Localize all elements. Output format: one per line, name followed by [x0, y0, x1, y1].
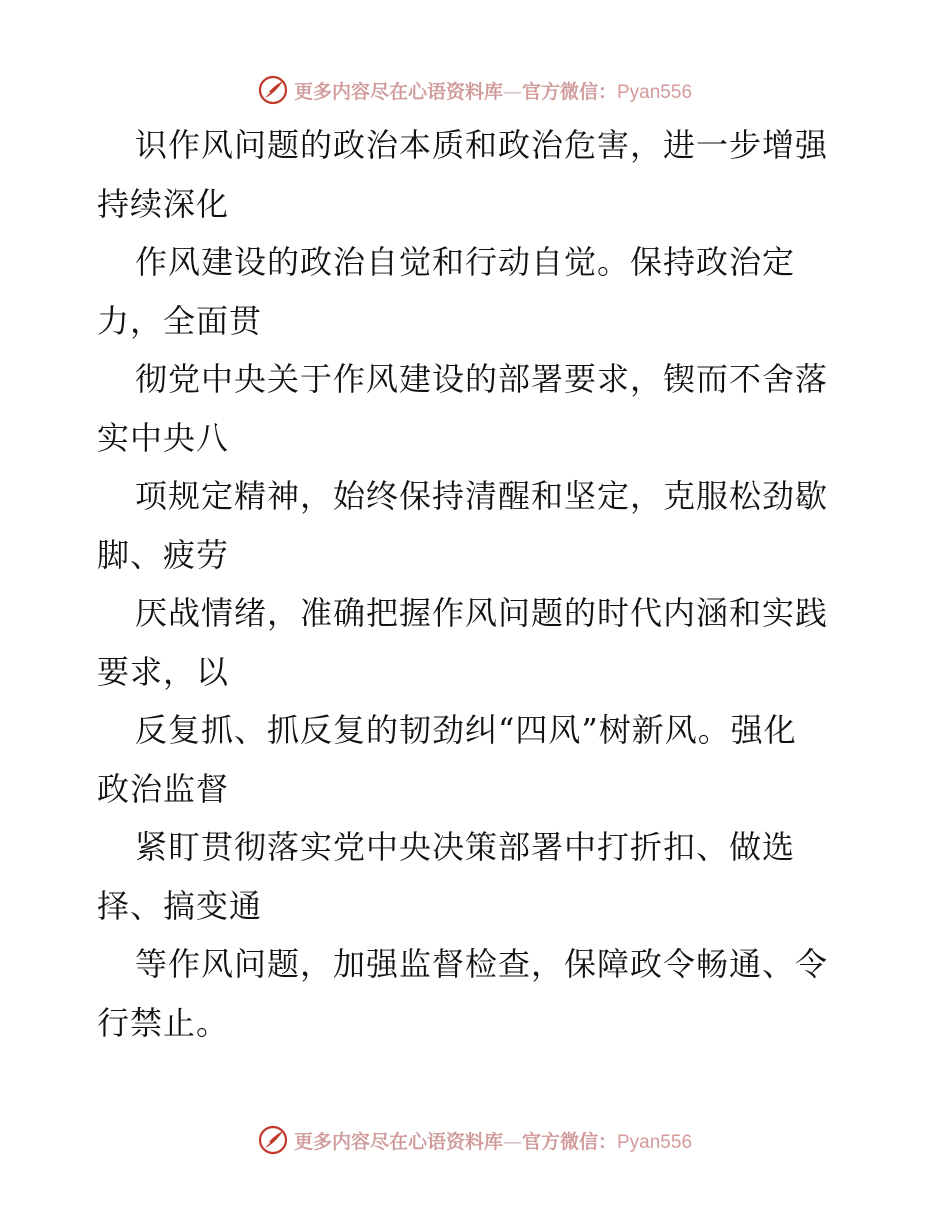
body-line: 实中央八 — [97, 418, 230, 457]
banner-wechat-id: Pyan556 — [617, 1131, 693, 1153]
quill-logo-icon — [258, 1125, 288, 1155]
banner-main-text: 更多内容尽在心语资料库 — [293, 80, 503, 103]
body-line: 政治监督 — [97, 769, 230, 808]
banner-official-text: 官方微信： — [521, 80, 617, 103]
footer-banner — [0, 1120, 950, 1160]
body-line: 行禁止。 — [97, 1003, 230, 1042]
body-line: 紧盯贯彻落实党中央决策部署中打折扣、做选 — [135, 828, 796, 866]
banner-dash: — — [502, 1130, 522, 1153]
body-line: 持续深化 — [97, 184, 230, 223]
quill-logo-icon — [258, 75, 288, 105]
body-line: 作风建设的政治自觉和行动自觉。保持政治定 — [135, 243, 796, 281]
banner-official-text: 官方微信： — [521, 1130, 617, 1153]
body-line: 厌战情绪，准确把握作风问题的时代内涵和实践 — [135, 594, 829, 632]
banner-main-text: 更多内容尽在心语资料库 — [293, 1130, 503, 1153]
body-line: 脚、疲劳 — [97, 535, 230, 574]
body-line: 等作风问题，加强监督检查，保障政令畅通、令 — [135, 945, 829, 983]
document-body — [97, 116, 867, 1052]
banner-text — [294, 1127, 692, 1154]
body-line: 要求，以 — [97, 652, 230, 691]
body-line: 项规定精神，始终保持清醒和坚定，克服松劲歇 — [135, 477, 829, 515]
banner-dash: — — [502, 80, 522, 103]
body-line: 反复抓、抓反复的韧劲纠“四风”树新风。强化 — [135, 711, 797, 749]
body-line: 识作风问题的政治本质和政治危害，进一步增强 — [135, 126, 829, 164]
header-banner — [0, 70, 950, 110]
body-line: 力，全面贯 — [97, 301, 263, 340]
banner-text — [294, 77, 692, 104]
banner-wechat-id: Pyan556 — [617, 81, 693, 103]
body-line: 彻党中央关于作风建设的部署要求，锲而不舍落 — [135, 360, 829, 398]
body-line: 择、搞变通 — [97, 886, 263, 925]
